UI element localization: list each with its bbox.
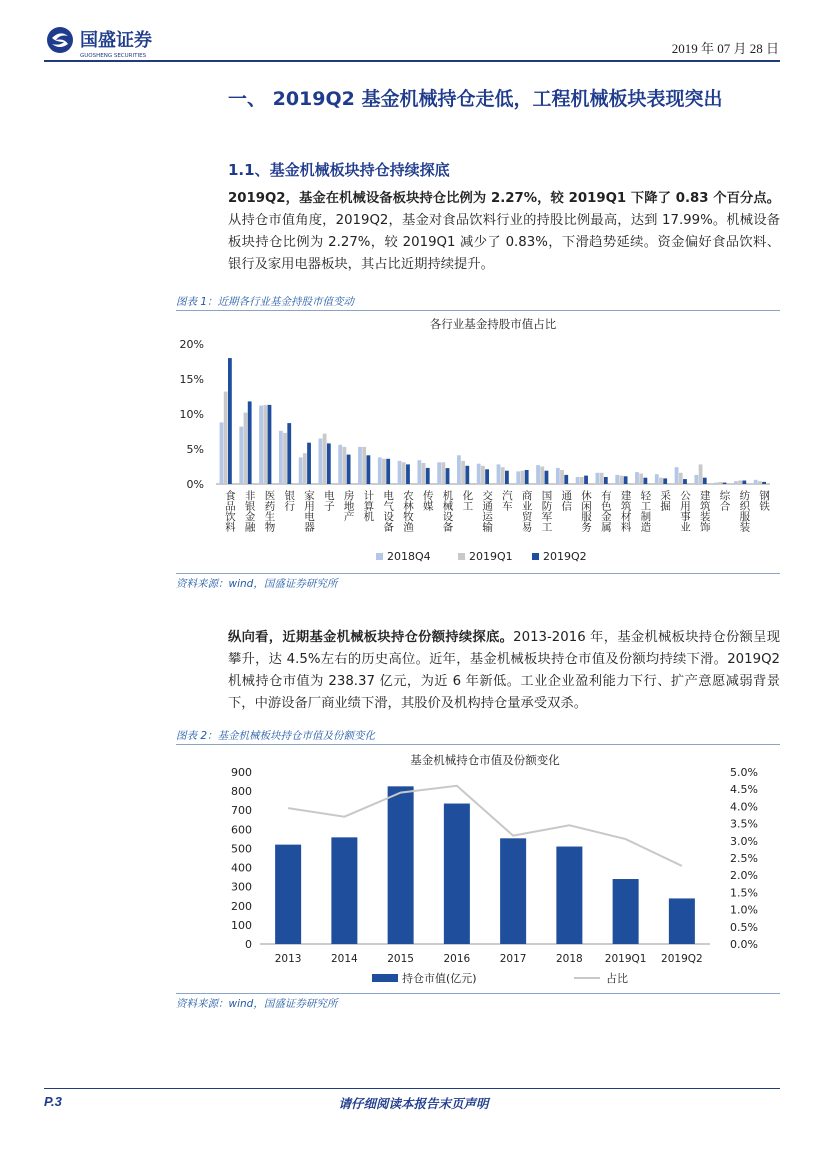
category-label: 非银金融: [243, 490, 256, 532]
bar-2019q2: [525, 470, 529, 484]
paragraph-1: [228, 188, 780, 276]
figure-1-bottom-rule: [176, 573, 780, 574]
paragraph-1-body: 从持仓市值角度，2019Q2，基金对食品饮料行业的持股比例最高，达到 17.99%。机械设备板块持仓比例为 2.27%，较 2019Q1 减少了 0.83%，下滑趋势延续。资金偏好食品饮料、银行及家用电器板块，其占比近期持续提升。: [228, 213, 780, 272]
left-y-tick-label: 0: [245, 938, 252, 951]
right-y-tick-label: 2.0%: [730, 869, 758, 883]
bar-2019q2: [347, 455, 351, 484]
bar-2019q1: [639, 474, 643, 485]
section-title: 一、 2019Q2 基金机械持仓走低，工程机械板块表现突出: [228, 88, 723, 110]
figure-1-source: 资料来源：wind，国盛证券研究所: [176, 578, 338, 590]
bar-2019q1: [441, 462, 445, 484]
right-y-tick-label: 1.0%: [730, 903, 758, 917]
footer-notice: 请仔细阅读本报告末页声明: [338, 1096, 489, 1111]
legend-label: 2018Q4: [387, 550, 431, 563]
x-tick-label: 2016: [443, 953, 471, 965]
bar-2019q2: [643, 478, 647, 484]
page-number: P.3: [44, 1094, 62, 1109]
bar-2018q4: [239, 427, 243, 484]
bar-2018q4: [358, 447, 362, 484]
bar-2018q4: [714, 483, 718, 484]
category-label: 通信: [560, 490, 573, 511]
left-y-tick-label: 400: [231, 861, 252, 875]
bar-2018q4: [655, 474, 659, 484]
bar-2019q1: [718, 482, 722, 484]
holding-value-bar: [388, 786, 414, 944]
bar-2019q1: [283, 433, 287, 484]
subsection-title: 1.1、基金机械板块持仓持续探底: [228, 161, 450, 179]
bar-2019q2: [545, 471, 549, 484]
holding-value-bar: [669, 898, 695, 944]
report-date: 2019 年 07 月 28 日: [671, 41, 779, 56]
x-tick-label: 2018: [556, 953, 583, 965]
bar-2018q4: [457, 455, 461, 484]
bar-2019q1: [263, 405, 267, 484]
legend-swatch-2019q1: [458, 553, 465, 560]
bar-2019q2: [683, 479, 687, 484]
bar-2019q2: [307, 443, 311, 484]
bar-2019q1: [738, 481, 742, 485]
paragraph-1-lead: 2019Q2，基金在机械设备板块持仓比例为 2.27%，较 2019Q1 下降了 0.83 个百分点。: [228, 191, 780, 206]
bar-2018q4: [279, 431, 283, 484]
x-tick-label: 2019Q1: [604, 953, 647, 965]
bar-2019q2: [505, 471, 509, 484]
logo-subtext: GUOSHENG SECURITIES: [80, 53, 147, 59]
category-label: 纺织服装: [738, 490, 751, 532]
bar-2018q4: [299, 457, 303, 484]
bar-2018q4: [516, 471, 520, 484]
figure-2-label: 图表 2：基金机械板块持仓市值及份额变化: [176, 730, 376, 742]
bar-2018q4: [635, 472, 639, 484]
holding-value-bar: [275, 845, 301, 944]
figure-1-label: 图表 1：近期各行业基金持股市值变动: [176, 296, 355, 308]
left-y-tick-label: 200: [231, 899, 252, 913]
category-label: 轻工制造: [639, 490, 652, 532]
right-y-tick-label: 2.5%: [730, 852, 758, 865]
x-tick-label: 2014: [331, 953, 358, 965]
bar-2018q4: [477, 464, 481, 484]
holding-value-bar: [444, 804, 470, 944]
bar-2019q2: [742, 481, 746, 485]
bar-2019q1: [362, 447, 366, 484]
figure-2-source: 资料来源：wind，国盛证券研究所: [176, 998, 338, 1010]
legend-label: 占比: [606, 972, 628, 985]
paragraph-2-body: 2013-2016 年，基金机械板块持仓份额呈现攀升，达 4.5%左右的历史高位。近年，基金机械板块持仓市值及份额均持续下滑。2019Q2 机械持仓市值为 238.37 亿元，为近 6 年新低。工业企业盈利能力下行、扩产意愿减弱背景下，中游设备厂商业绩下滑，其股价及机构持仓量承受双杀。: [228, 630, 780, 711]
bar-2019q1: [481, 466, 485, 484]
category-label: 交通运输: [481, 490, 494, 532]
machinery-holding-chart: [176, 746, 780, 992]
legend-swatch-2019q2: [532, 553, 539, 560]
legend-label: 持仓市值(亿元): [402, 972, 477, 985]
bar-2019q2: [485, 469, 489, 484]
left-y-tick-label: 100: [231, 918, 252, 932]
bar-2019q1: [422, 463, 426, 484]
bar-2019q1: [244, 413, 248, 484]
category-label: 钢铁: [758, 490, 771, 511]
bar-2018q4: [259, 406, 263, 484]
figure-1-top-rule: [176, 310, 780, 311]
right-y-tick-label: 4.0%: [730, 800, 758, 814]
bar-2018q4: [734, 481, 738, 484]
bar-2019q2: [663, 478, 667, 484]
right-y-tick-label: 0.0%: [730, 938, 758, 951]
bar-2019q1: [224, 392, 228, 484]
paragraph-2-lead: 纵向看，近期基金机械板块持仓份额持续探底。: [228, 630, 514, 645]
y-tick-label: 5%: [186, 443, 204, 456]
bar-2018q4: [754, 480, 758, 484]
bar-2018q4: [220, 422, 224, 484]
category-label: 国防军工: [540, 490, 553, 532]
logo-text: 国盛证券: [80, 30, 152, 51]
category-label: 休闲服务: [580, 490, 593, 532]
bar-2018q4: [497, 464, 501, 484]
y-tick-label: 10%: [179, 408, 204, 421]
bar-2018q4: [615, 475, 619, 484]
y-tick-label: 15%: [179, 373, 204, 386]
category-label: 农林牧渔: [401, 490, 414, 532]
left-y-tick-label: 800: [231, 785, 252, 799]
bar-2019q2: [248, 401, 252, 484]
holding-value-bar: [500, 838, 526, 944]
bar-2018q4: [576, 477, 580, 484]
holding-value-bar: [556, 847, 582, 944]
bar-2018q4: [556, 468, 560, 484]
x-tick-label: 2019Q2: [661, 953, 703, 965]
paragraph-2: [228, 627, 780, 715]
bar-2019q2: [268, 405, 272, 484]
category-label: 建筑材料: [619, 490, 632, 532]
bar-2019q2: [386, 459, 390, 484]
bar-2019q1: [402, 462, 406, 484]
x-tick-label: 2013: [274, 953, 302, 965]
bar-2019q1: [540, 467, 544, 485]
category-label: 商业贸易: [520, 490, 533, 532]
y-tick-label: 20%: [179, 338, 204, 351]
bar-2019q1: [461, 461, 465, 484]
bar-2018q4: [319, 439, 323, 485]
bar-2019q1: [303, 453, 307, 484]
category-label: 综合: [718, 490, 731, 511]
right-y-tick-label: 3.0%: [730, 834, 758, 848]
y-tick-label: 0%: [186, 478, 204, 491]
bar-2019q2: [564, 475, 568, 484]
bar-2018q4: [675, 467, 679, 484]
bar-2019q1: [600, 473, 604, 484]
left-y-tick-label: 300: [231, 880, 252, 894]
figure-2-bottom-rule: [176, 993, 780, 994]
category-label: 汽车: [500, 490, 513, 511]
category-label: 化工: [461, 490, 474, 511]
legend-swatch-2018q4: [376, 553, 383, 560]
category-label: 传媒: [421, 490, 434, 511]
bar-2018q4: [398, 461, 402, 484]
figure-2-top-rule: [176, 744, 780, 745]
x-tick-label: 2017: [499, 953, 527, 965]
bar-2019q2: [703, 478, 707, 484]
category-label: 银行: [283, 490, 296, 511]
bar-2019q1: [382, 459, 386, 484]
bar-2019q1: [679, 473, 683, 484]
bar-2019q2: [584, 476, 588, 484]
bar-2019q1: [580, 477, 584, 484]
chart-1-title: 各行业基金持股市值占比: [429, 317, 557, 331]
bar-2019q1: [560, 470, 564, 484]
category-label: 医药生物: [263, 490, 276, 532]
bar-2019q1: [758, 481, 762, 484]
right-y-tick-label: 4.5%: [730, 783, 758, 797]
bar-2019q2: [327, 443, 331, 484]
left-y-tick-label: 700: [231, 804, 252, 818]
category-label: 采掘: [659, 490, 672, 511]
legend-label: 2019Q2: [543, 550, 587, 563]
bar-2019q2: [723, 483, 727, 484]
bar-2018q4: [437, 462, 441, 484]
category-label: 计算机: [362, 490, 375, 522]
bar-2019q2: [604, 477, 608, 484]
chart-2-title: 基金机械持仓市值及份额变化: [410, 753, 560, 767]
category-label: 电气设备: [382, 490, 395, 532]
left-y-tick-label: 500: [231, 842, 252, 856]
category-label: 房地产: [342, 490, 355, 522]
x-tick-label: 2015: [387, 953, 414, 965]
bar-2019q2: [366, 455, 370, 484]
header-divider: [44, 60, 780, 62]
bar-2019q2: [287, 423, 291, 484]
company-logo: [44, 24, 204, 64]
category-label: 机械设备: [441, 490, 454, 532]
right-y-tick-label: 3.5%: [730, 817, 758, 831]
category-label: 公用事业: [678, 490, 691, 532]
bar-2018q4: [596, 473, 600, 484]
industry-holding-chart: [176, 312, 780, 572]
bar-2019q2: [465, 466, 469, 484]
bar-2019q2: [228, 358, 232, 484]
left-y-tick-label: 600: [231, 823, 252, 837]
bar-2019q1: [521, 471, 525, 484]
category-label: 家用电器: [303, 490, 316, 532]
footer-divider: [44, 1088, 780, 1089]
bar-2019q2: [406, 464, 410, 484]
right-y-tick-label: 1.5%: [730, 886, 758, 900]
left-y-tick-label: 900: [231, 766, 252, 779]
category-label: 建筑装饰: [698, 490, 711, 532]
bar-2019q1: [659, 478, 663, 484]
bar-2019q2: [624, 476, 628, 484]
category-label: 有色金属: [599, 490, 612, 532]
legend-label: 2019Q1: [469, 550, 513, 563]
bar-2018q4: [417, 460, 421, 484]
bar-2019q1: [620, 476, 624, 484]
bar-2019q2: [446, 468, 450, 484]
bar-2019q1: [323, 434, 327, 484]
holding-value-bar: [613, 879, 639, 944]
bar-2018q4: [536, 465, 540, 484]
right-y-tick-label: 5.0%: [730, 766, 758, 779]
category-label: 食品饮料: [223, 490, 236, 532]
bar-2018q4: [378, 457, 382, 484]
right-y-tick-label: 0.5%: [730, 920, 758, 934]
bar-2019q2: [426, 468, 430, 484]
legend-swatch-holding-value: [372, 974, 398, 982]
bar-2019q1: [501, 467, 505, 484]
bar-2018q4: [694, 475, 698, 484]
holding-value-bar: [331, 837, 357, 944]
bar-2018q4: [338, 445, 342, 484]
bar-2019q1: [699, 464, 703, 484]
bar-2019q1: [343, 447, 347, 484]
bar-2019q2: [762, 482, 766, 484]
category-label: 电子: [322, 490, 335, 511]
